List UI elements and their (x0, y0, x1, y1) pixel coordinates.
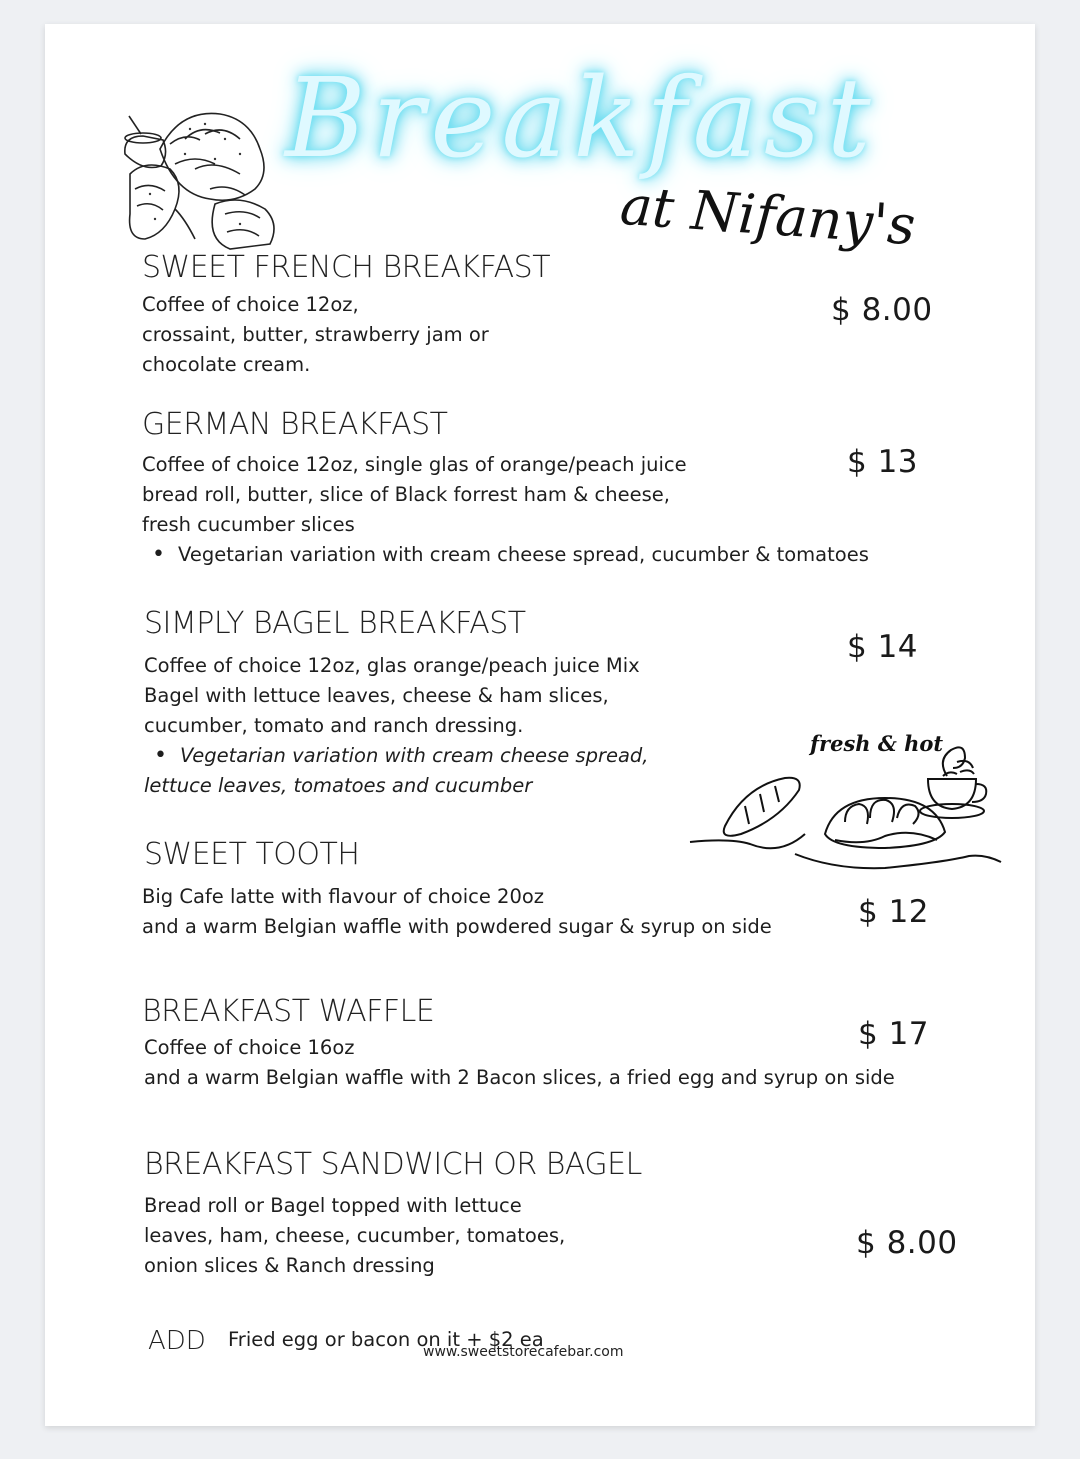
section-title-sandwich-bagel: BREAKFAST SANDWICH OR BAGEL (144, 1147, 642, 1182)
section-title-sweet-tooth: SWEET TOOTH (144, 837, 360, 872)
section-desc-breakfast-waffle (144, 1033, 895, 1093)
desc-line: and a warm Belgian waffle with powdered sugar & syrup on side (142, 915, 772, 938)
menu-page (45, 24, 1035, 1426)
section-desc-german (142, 450, 869, 570)
desc-line: Big Cafe latte with flavour of choice 20oz (142, 885, 545, 908)
price-sweet-french: $ 8.00 (831, 292, 933, 328)
desc-line: Coffee of choice 16oz (144, 1036, 355, 1059)
section-desc-sweet-tooth (142, 882, 772, 942)
add-text: Fried egg or bacon on it + $2 ea (228, 1328, 544, 1351)
vegetarian-bullet: • Vegetarian variation with cream cheese spread, cucumber & tomatoes (142, 540, 869, 570)
croissant-illustration (115, 94, 290, 254)
section-title-sweet-french: SWEET FRENCH BREAKFAST (142, 250, 551, 285)
fresh-hot-label: fresh & hot (810, 731, 944, 756)
footer-url[interactable]: www.sweetstorecafebar.com (423, 1344, 624, 1360)
bread-coffee-illustration (685, 714, 1005, 874)
desc-line: onion slices & Ranch dressing (144, 1254, 435, 1277)
price-breakfast-waffle: $ 17 (858, 1016, 930, 1052)
section-desc-simply-bagel (144, 651, 649, 801)
desc-line: bread roll, butter, slice of Black forrest ham & cheese, (142, 483, 670, 506)
desc-line: Coffee of choice 12oz, single glas of orange/peach juice (142, 453, 687, 476)
add-label: ADD (148, 1326, 206, 1356)
desc-line: cucumber, tomato and ranch dressing. (144, 714, 524, 737)
desc-line: Bagel with lettuce leaves, cheese & ham slices, (144, 684, 609, 707)
menu-subtitle: at Nifany's (618, 173, 918, 258)
section-title-breakfast-waffle: BREAKFAST WAFFLE (142, 994, 435, 1029)
desc-line: and a warm Belgian waffle with 2 Bacon slices, a fried egg and syrup on side (144, 1066, 895, 1089)
vegetarian-bullet-cont: lettuce leaves, tomatoes and cucumber (144, 774, 533, 797)
section-title-simply-bagel: SIMPLY BAGEL BREAKFAST (144, 606, 526, 641)
vegetarian-bullet: • Vegetarian variation with cream cheese spread, (144, 741, 649, 771)
section-desc-sandwich-bagel (144, 1191, 565, 1281)
section-desc-sweet-french (142, 290, 489, 380)
price-simply-bagel: $ 14 (847, 629, 919, 665)
desc-line: Coffee of choice 12oz, (142, 293, 359, 316)
menu-title: Breakfast (285, 54, 877, 182)
section-title-german: GERMAN BREAKFAST (142, 407, 448, 442)
desc-line: chocolate cream. (142, 353, 311, 376)
price-german: $ 13 (847, 444, 919, 480)
desc-line: Bread roll or Bagel topped with lettuce (144, 1194, 522, 1217)
price-sweet-tooth: $ 12 (858, 894, 930, 930)
desc-line: fresh cucumber slices (142, 513, 355, 536)
desc-line: crossaint, butter, strawberry jam or (142, 323, 489, 346)
desc-line: leaves, ham, cheese, cucumber, tomatoes, (144, 1224, 566, 1247)
desc-line: Coffee of choice 12oz, glas orange/peach juice Mix (144, 654, 640, 677)
price-sandwich-bagel: $ 8.00 (856, 1225, 958, 1261)
